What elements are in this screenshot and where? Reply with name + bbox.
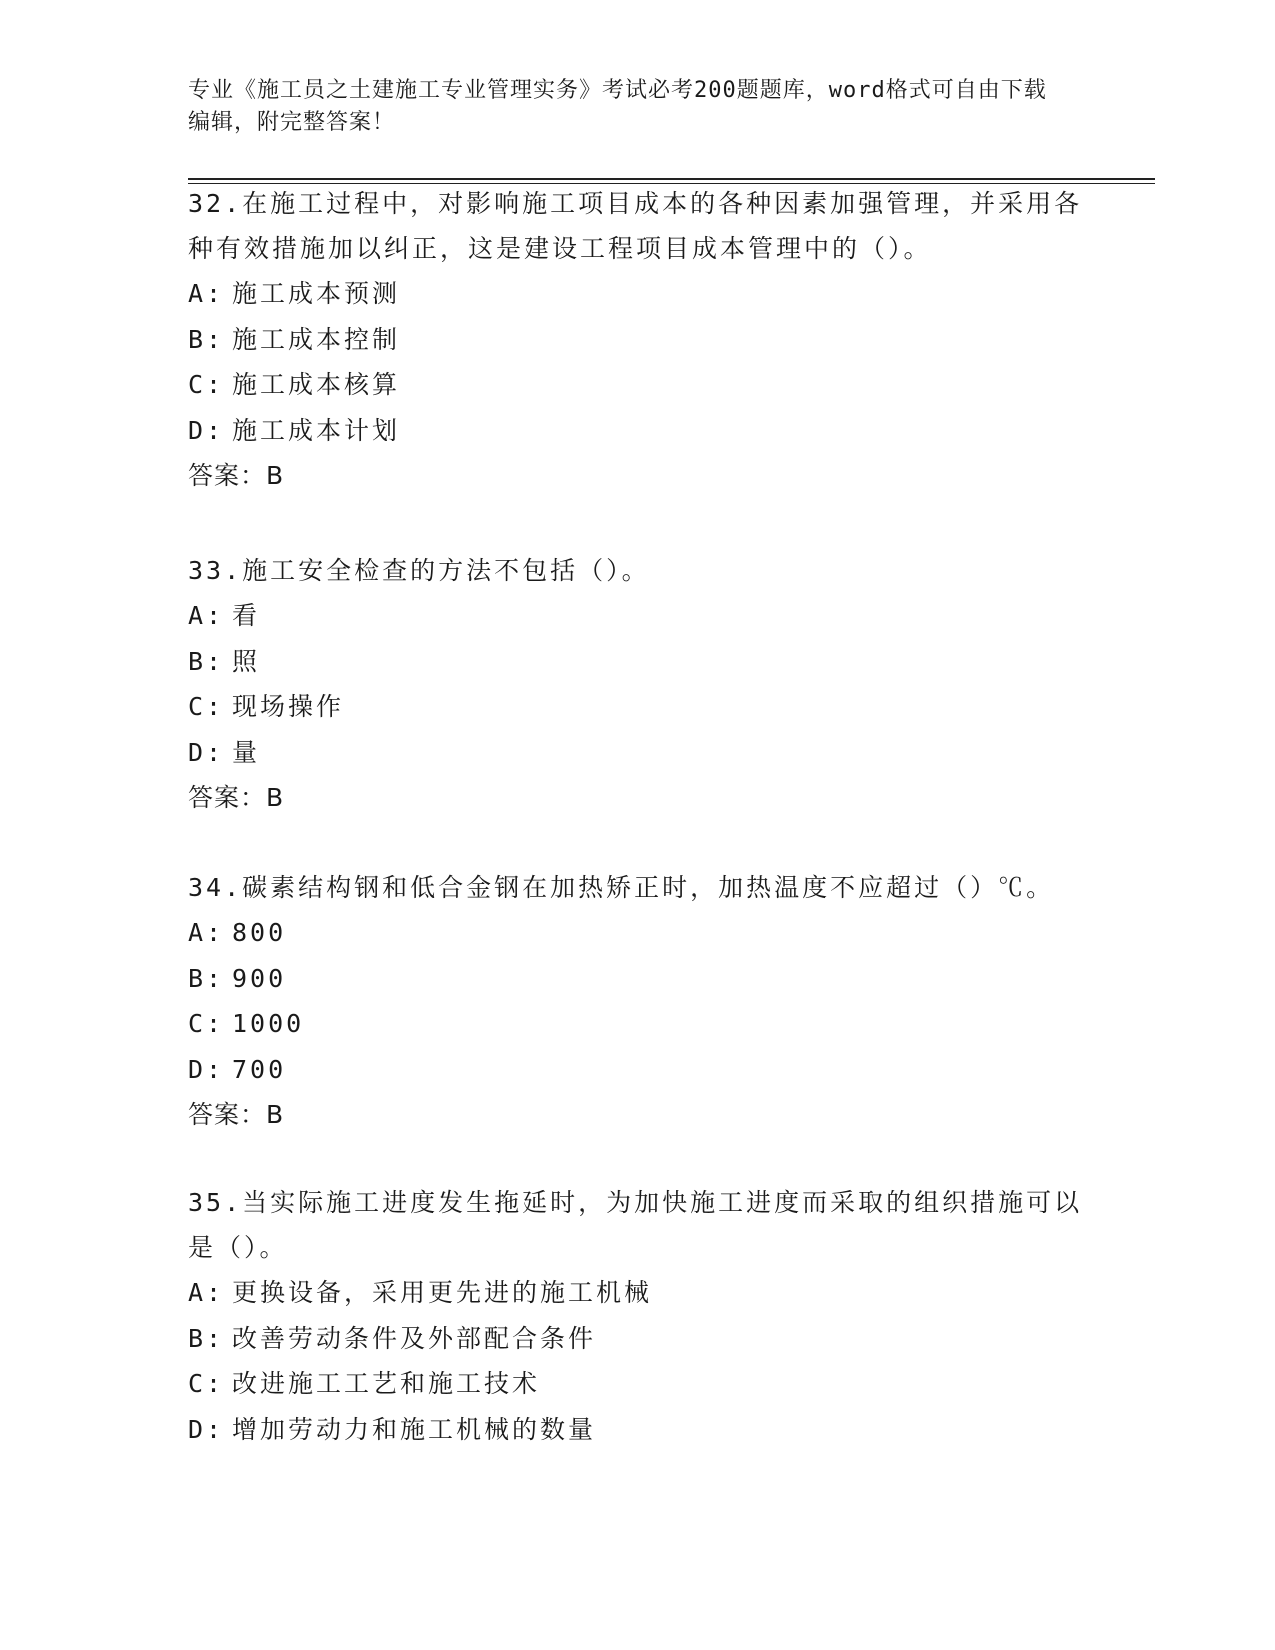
option-a [188,1270,1088,1316]
option-text: 照 [232,646,261,676]
option-key: C: [188,370,225,399]
option-d [188,1407,1088,1453]
option-key: D: [188,1414,225,1444]
option-key: A: [188,918,225,947]
option-b [188,1316,1088,1362]
option-text: 800 [232,918,287,947]
question-stem: 34.碳素结构钢和低合金钢在加热矫正时，加热温度不应超过（）℃。 [188,873,1055,902]
option-text: 看 [232,601,261,630]
option-b [188,639,1088,685]
header-divider-thick [188,178,1155,180]
option-d [188,408,1088,454]
option-key: D: [188,737,225,767]
option-b [188,317,1088,363]
question-35 [188,1180,1088,1452]
option-text: 施工成本预测 [232,279,401,308]
option-key: D: [188,1054,225,1084]
option-key: B: [188,1323,225,1353]
question-stem: 32.在施工过程中，对影响施工项目成本的各种因素加强管理，并采用各种有效措施加以纠正，这是建设工程项目成本管理中的（）。 [188,189,1083,263]
option-key: B: [188,646,225,676]
option-key: D: [188,415,225,445]
option-c [188,362,1088,408]
option-text: 施工成本控制 [232,324,401,354]
option-a [188,271,1088,317]
option-text: 更换设备，采用更先进的施工机械 [232,1278,653,1307]
option-a [188,593,1088,639]
option-text: 700 [232,1054,287,1084]
option-text: 量 [232,737,261,767]
option-text: 施工成本核算 [232,370,401,399]
option-text: 1000 [232,1009,305,1038]
document-header: 专业《施工员之土建施工专业管理实务》考试必考200题题库，word格式可自由下载编辑，附完整答案！ [188,78,1047,135]
option-text: 现场操作 [232,692,345,721]
option-a [188,910,1088,956]
option-key: A: [188,1278,225,1307]
question-answer: 答案：B [188,783,285,812]
option-text: 改善劳动条件及外部配合条件 [232,1323,597,1353]
option-c [188,1001,1088,1047]
option-key: A: [188,601,225,630]
option-b [188,956,1088,1002]
question-answer: 答案：B [188,1100,285,1129]
question-33 [188,548,1088,821]
option-c [188,1361,1088,1407]
question-34 [188,865,1088,1138]
option-d [188,1047,1088,1093]
option-key: B: [188,963,225,993]
option-key: B: [188,324,225,354]
option-key: A: [188,279,225,308]
option-key: C: [188,1369,225,1398]
question-answer: 答案：B [188,461,285,490]
option-text: 900 [232,963,287,993]
question-32 [188,181,1088,499]
question-stem: 35.当实际施工进度发生拖延时，为加快施工进度而采取的组织措施可以是（）。 [188,1188,1083,1262]
option-key: C: [188,1009,225,1038]
option-c [188,684,1088,730]
option-d [188,730,1088,776]
option-text: 施工成本计划 [232,415,401,445]
option-text: 改进施工工艺和施工技术 [232,1369,541,1398]
option-text: 增加劳动力和施工机械的数量 [232,1414,597,1444]
option-key: C: [188,692,225,721]
question-stem: 33.施工安全检查的方法不包括（）。 [188,556,650,585]
